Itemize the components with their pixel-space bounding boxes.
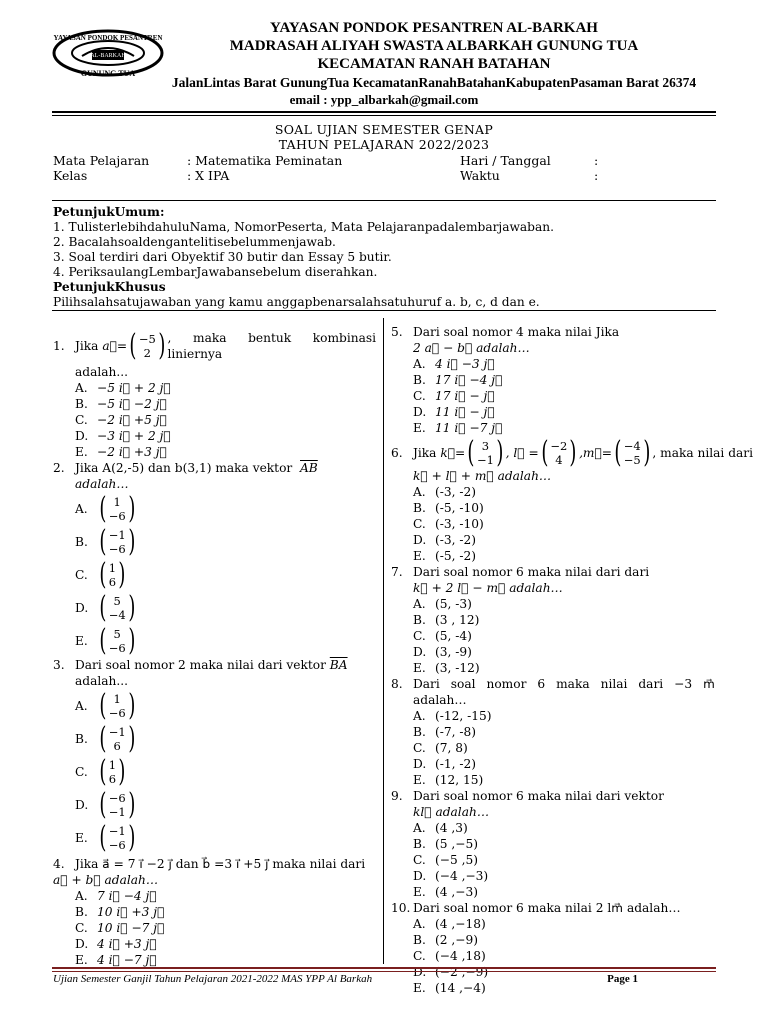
column-vector: ( −2 4 )	[541, 435, 577, 470]
answer-option[interactable]	[391, 980, 715, 996]
answer-option[interactable]	[391, 868, 715, 884]
option-letter: E.	[413, 885, 426, 899]
vector-entry: 2	[143, 346, 151, 360]
option-text: 4 i⃗ −3 j⃗	[435, 357, 495, 371]
answer-option[interactable]	[53, 492, 376, 525]
question-text: Dari soal nomor 4 maka nilai Jika	[413, 325, 620, 339]
column-vector: ( −4 −5 )	[614, 435, 651, 470]
footer-divider-thin	[52, 971, 716, 972]
answer-option[interactable]	[391, 356, 715, 372]
question-number: 5.	[391, 325, 403, 339]
answer-option[interactable]	[391, 516, 715, 532]
instructions-divider	[52, 310, 716, 311]
answer-option[interactable]	[391, 708, 715, 724]
question-text: Dari soal nomor 6 maka nilai dari vektor	[413, 789, 664, 803]
answer-option[interactable]	[391, 596, 715, 612]
subject-value: : Matematika Peminatan	[187, 153, 343, 168]
answer-option[interactable]	[391, 932, 715, 948]
left-column	[53, 330, 376, 968]
question-text: Jika A(2,-5) dan b(3,1) maka vektor	[75, 461, 293, 475]
question-text: , maka nilai dari	[652, 446, 753, 460]
option-letter: D.	[75, 937, 89, 951]
column-vector: ( 1 6 )	[99, 753, 126, 789]
answer-option[interactable]	[53, 821, 376, 854]
option-letter: C.	[75, 413, 88, 427]
general-instruction-item: 1. TulisterlebihdahuluNama, NomorPeserta, Mata Pelajaranpadalembarjawaban.	[53, 220, 554, 234]
answer-option[interactable]	[53, 952, 376, 968]
option-letter: C.	[413, 853, 426, 867]
option-text: (−4 ,−3)	[435, 869, 489, 883]
question-text: a⃗ + b⃗ adalah…	[53, 873, 159, 887]
column-vector: ( −5 2 )	[129, 328, 166, 363]
option-letter: A.	[75, 501, 88, 516]
question-text: kl⃗ adalah…	[413, 805, 490, 819]
vector-ab: $\overline{AB}$	[300, 461, 318, 475]
option-letter: B.	[413, 501, 426, 515]
answer-option[interactable]	[391, 820, 715, 836]
general-instruction-item: 3. Soal terdiri dari Obyektif 30 butir dan Essay 5 butir.	[53, 250, 392, 264]
vector-entry: 1	[113, 691, 121, 706]
answer-option[interactable]	[53, 689, 376, 722]
school-email: email : ypp_albarkah@gmail.com	[289, 92, 479, 107]
question-text: adalah…	[75, 477, 129, 491]
option-letter: A.	[75, 889, 88, 903]
option-text: 17 i⃗ −4 j⃗	[435, 373, 503, 387]
vector-entry: −2	[550, 439, 568, 453]
answer-option[interactable]	[53, 428, 376, 444]
class-value: : X IPA	[187, 168, 230, 183]
vector-entry: −6	[108, 705, 126, 720]
column-vector: ( 1 6 )	[99, 556, 126, 592]
option-letter: E.	[413, 981, 426, 995]
answer-option[interactable]	[391, 740, 715, 756]
option-letter: D.	[75, 429, 89, 443]
header-divider-thin	[52, 115, 716, 116]
general-instruction-item: 2. Bacalahsoaldengantelitisebelummenjawab.	[53, 235, 336, 249]
header-divider	[52, 111, 716, 113]
option-letter: B.	[75, 534, 88, 549]
question-number: 10.	[391, 901, 411, 915]
answer-option[interactable]	[53, 525, 376, 558]
option-letter: E.	[413, 421, 426, 435]
vector-entry: 5	[113, 593, 121, 608]
option-text: 11 i⃗ − j⃗	[435, 405, 495, 419]
question-number: 1.	[53, 339, 65, 353]
question-text: 2 a⃗ − b⃗ adalah…	[413, 341, 530, 355]
answer-option[interactable]	[53, 591, 376, 624]
option-text: 4 i⃗ −7 j⃗	[97, 953, 157, 967]
question-2	[53, 460, 376, 657]
question-number: 7.	[391, 565, 403, 579]
question-number: 6.	[391, 446, 403, 460]
vector-l: , l⃗ =	[505, 446, 539, 460]
option-letter: A.	[413, 485, 426, 499]
question-4	[53, 856, 376, 968]
foundation-name: YAYASAN PONDOK PESANTREN AL-BARKAH	[270, 20, 598, 36]
vector-entry: 1	[108, 757, 117, 772]
option-text: (2 ,−9)	[435, 933, 478, 947]
answer-option[interactable]	[53, 412, 376, 428]
option-text: (5, -4)	[435, 629, 472, 643]
answer-option[interactable]	[53, 396, 376, 412]
option-letter: E.	[413, 549, 426, 563]
option-letter: B.	[75, 905, 88, 919]
option-text: (3, -12)	[435, 661, 480, 675]
right-column	[391, 324, 753, 996]
option-text: (−4 ,18)	[435, 949, 486, 963]
column-vector: ( −1 6 )	[99, 720, 136, 756]
answer-option[interactable]	[53, 380, 376, 396]
option-letter: B.	[413, 933, 426, 947]
answer-option[interactable]	[53, 788, 376, 821]
question-text: Jika a⃗ = 7 i⃗ −2 j⃗ dan b⃗ =3 i⃗ +5 j⃗ maka nilai dari	[75, 857, 366, 871]
time-label: Waktu	[460, 168, 500, 183]
answer-option[interactable]	[391, 852, 715, 868]
vector-entry: −6	[108, 541, 126, 556]
vector-entry: 6	[108, 574, 117, 589]
question-text: Jika	[75, 339, 99, 353]
vector-entry: −5	[623, 453, 641, 467]
option-text: (4 ,−18)	[435, 917, 486, 931]
question-text: Dari soal nomor 6 maka nilai dari dari	[413, 565, 650, 579]
special-instructions-title: PetunjukKhusus	[53, 280, 166, 294]
answer-option[interactable]	[391, 772, 715, 788]
option-letter: A.	[75, 381, 88, 395]
option-letter: C.	[75, 764, 88, 779]
question-1	[53, 330, 376, 460]
answer-option[interactable]	[391, 836, 715, 852]
vector-k: k⃗=	[440, 446, 466, 460]
answer-option[interactable]	[53, 755, 376, 788]
general-instruction-item: 4. PeriksaulangLembarJawabansebelum diserahkan.	[53, 265, 378, 279]
column-vector: ( 5 −6 )	[99, 622, 136, 658]
option-letter: B.	[413, 725, 426, 739]
answer-option[interactable]	[391, 724, 715, 740]
option-text: (4 ,3)	[435, 821, 468, 835]
vector-entry: −1	[108, 804, 126, 819]
option-text: (3, -9)	[435, 645, 472, 659]
answer-option[interactable]	[53, 624, 376, 657]
answer-option[interactable]	[53, 920, 376, 936]
option-text: (7, 8)	[435, 741, 468, 755]
option-text: (-3, -2)	[435, 533, 477, 547]
vector-entry: −1	[108, 823, 126, 838]
question-text: adalah...	[75, 365, 128, 379]
option-letter: C.	[413, 389, 426, 403]
option-text: (14 ,−4)	[435, 981, 486, 995]
column-divider	[383, 318, 384, 964]
class-label: Kelas	[53, 168, 88, 183]
option-text: (−5 ,5)	[435, 853, 478, 867]
option-text: −5 i⃗ −2 j⃗	[97, 397, 167, 411]
question-number: 9.	[391, 789, 403, 803]
footer-divider	[52, 967, 716, 969]
vector-entry: −1	[108, 724, 126, 739]
option-text: (−2 ,−9)	[435, 965, 489, 979]
option-text: −2 i⃗ +3 j⃗	[97, 445, 167, 459]
option-text: 11 i⃗ −7 j⃗	[435, 421, 503, 435]
question-number: 4.	[53, 857, 65, 871]
question-7	[391, 564, 715, 676]
option-letter: D.	[413, 533, 427, 547]
vector-entry: 3	[481, 439, 490, 453]
option-letter: E.	[75, 633, 88, 648]
column-vector: ( −1 −6 )	[99, 523, 136, 559]
answer-option[interactable]	[53, 888, 376, 904]
option-letter: D.	[75, 797, 89, 812]
option-letter: D.	[413, 965, 427, 979]
vector-entry: −6	[108, 790, 126, 805]
question-text: k⃗ + 2 l⃗ − m⃗ adalah…	[413, 581, 563, 595]
footer-text: Ujian Semester Ganjil Tahun Pelajaran 2021-2022 MAS YPP Al Barkah	[53, 973, 373, 985]
school-address: JalanLintas Barat GunungTua KecamatanRanahBatahanKabupatenPasaman Barat 26374	[171, 75, 697, 90]
option-letter: E.	[75, 830, 88, 845]
question-text: Jika	[413, 446, 437, 460]
answer-option[interactable]	[391, 420, 715, 436]
vector-entry: −4	[108, 607, 126, 622]
option-letter: C.	[413, 517, 426, 531]
option-letter: A.	[413, 821, 426, 835]
column-vector: ( 1 −6 )	[99, 490, 136, 526]
answer-option[interactable]	[391, 916, 715, 932]
answer-option[interactable]	[391, 948, 715, 964]
option-text: (5 ,−5)	[435, 837, 478, 851]
option-letter: E.	[75, 953, 88, 967]
option-text: (5, -3)	[435, 597, 472, 611]
option-letter: E.	[75, 445, 88, 459]
column-vector: ( 3 −1 )	[467, 435, 504, 470]
answer-option[interactable]	[391, 644, 715, 660]
answer-option[interactable]	[391, 484, 715, 500]
answer-option[interactable]	[391, 532, 715, 548]
option-letter: C.	[413, 741, 426, 755]
option-text: 4 i⃗ +3 j⃗	[97, 937, 157, 951]
question-3	[53, 657, 376, 854]
option-text: (-5, -10)	[435, 501, 484, 515]
option-text: −3 i⃗ + 2 j⃗	[97, 429, 171, 443]
vector-entry: 1	[113, 494, 121, 509]
option-text: −5 i⃗ + 2 j⃗	[97, 381, 171, 395]
vector-entry: 6	[108, 771, 117, 786]
option-text: (-12, -15)	[435, 709, 492, 723]
option-letter: C.	[75, 921, 88, 935]
exam-year: TAHUN PELAJARAN 2022/2023	[278, 137, 490, 152]
option-letter: D.	[75, 600, 89, 615]
logo-text-mid: AL-BARKAH	[90, 53, 126, 59]
answer-option[interactable]	[53, 444, 376, 460]
vector-entry: −5	[138, 332, 156, 346]
school-name: MADRASAH ALIYAH SWASTA ALBARKAH GUNUNG TUA	[229, 38, 639, 54]
option-text: 17 i⃗ − j⃗	[435, 389, 495, 403]
question-text: adalah...	[75, 674, 128, 688]
question-6	[391, 435, 753, 564]
option-text: (12, 15)	[435, 773, 484, 787]
answer-option[interactable]	[391, 372, 715, 388]
option-letter: A.	[75, 698, 88, 713]
option-text: −2 i⃗ +5 j⃗	[97, 413, 167, 427]
question-9	[391, 788, 715, 900]
answer-option[interactable]	[53, 558, 376, 591]
vector-entry: 4	[555, 453, 563, 467]
vector-entry: 6	[113, 738, 121, 753]
option-letter: B.	[413, 373, 426, 387]
vector-a: a⃗	[102, 339, 117, 353]
question-text: Dari soal nomor 6 maka nilai 2 lm⃗ adalah…	[413, 901, 681, 915]
question-text: , maka bentuk kombinasi liniernya	[167, 331, 376, 361]
option-text: 10 i⃗ +3 j⃗	[97, 905, 165, 919]
option-letter: B.	[413, 837, 426, 851]
subject-label: Mata Pelajaran	[53, 153, 150, 168]
option-letter: C.	[413, 629, 426, 643]
option-text: 10 i⃗ −7 j⃗	[97, 921, 165, 935]
general-instructions-title: PetunjukUmum:	[53, 205, 165, 219]
answer-option[interactable]	[53, 936, 376, 952]
exam-title: SOAL UJIAN SEMESTER GENAP	[274, 122, 494, 137]
answer-option[interactable]	[391, 660, 715, 676]
option-letter: D.	[413, 869, 427, 883]
answer-option[interactable]	[391, 548, 715, 564]
page-number: Page 1	[607, 973, 638, 985]
vector-entry: 1	[108, 560, 117, 575]
option-letter: E.	[413, 773, 426, 787]
answer-option[interactable]	[391, 612, 715, 628]
info-divider	[52, 200, 716, 201]
option-text: 7 i⃗ −4 j⃗	[97, 889, 157, 903]
answer-option[interactable]	[391, 628, 715, 644]
vector-entry: −6	[108, 640, 126, 655]
answer-option[interactable]	[391, 388, 715, 404]
question-10	[391, 900, 715, 996]
vector-entry: −4	[623, 439, 641, 453]
vector-entry: −6	[108, 508, 126, 523]
vector-entry: −1	[108, 527, 126, 542]
vector-entry: −1	[476, 453, 494, 467]
vector-entry: −6	[108, 837, 126, 852]
equals-sign: =	[116, 339, 128, 353]
option-text: (-5, -2)	[435, 549, 477, 563]
column-vector: ( 1 −6 )	[99, 687, 136, 723]
column-vector: ( −6 −1 )	[99, 786, 136, 822]
time-value: :	[594, 168, 599, 183]
vector-m: ,m⃗=	[579, 446, 613, 460]
option-letter: C.	[413, 949, 426, 963]
logo-text-top: YAYASAN PONDOK PESANTREN	[53, 34, 163, 42]
question-5	[391, 324, 715, 436]
vector-entry: 5	[113, 626, 121, 641]
logo-text-bottom: GUNUNG TUA	[80, 69, 136, 78]
answer-option[interactable]	[53, 722, 376, 755]
district-name: KECAMATAN RANAH BATAHAN	[317, 56, 551, 72]
column-vector: ( −1 −6 )	[99, 819, 136, 855]
question-text: k⃗ + l⃗ + m⃗ adalah…	[413, 469, 552, 483]
special-instruction: Pilihsalahsatujawaban yang kamu anggapbenarsalahsatuhuruf a. b, c, d dan e.	[53, 295, 540, 309]
question-text: Dari soal nomor 2 maka nilai dari vektor	[75, 658, 326, 672]
option-text: (4 ,−3)	[435, 885, 478, 899]
option-text: (-3, -2)	[435, 485, 477, 499]
option-letter: D.	[413, 405, 427, 419]
answer-option[interactable]	[391, 756, 715, 772]
answer-option[interactable]	[391, 404, 715, 420]
option-letter: D.	[413, 645, 427, 659]
option-text: (-3, -10)	[435, 517, 484, 531]
option-letter: E.	[413, 661, 426, 675]
option-letter: A.	[413, 709, 426, 723]
option-letter: A.	[413, 357, 426, 371]
question-text: Dari soal nomor 6 maka nilai dari −3 m⃗ adalah…	[413, 677, 715, 707]
question-8	[391, 676, 715, 788]
vector-ba: $\overline{BA}$	[329, 658, 348, 672]
option-text: (-1, -2)	[435, 757, 477, 771]
option-letter: B.	[75, 397, 88, 411]
answer-option[interactable]	[391, 500, 715, 516]
option-letter: A.	[413, 917, 426, 931]
option-letter: B.	[413, 613, 426, 627]
question-number: 3.	[53, 658, 65, 672]
question-number: 2.	[53, 461, 65, 475]
date-label: Hari / Tanggal	[460, 153, 551, 168]
date-value: :	[594, 153, 599, 168]
option-letter: D.	[413, 757, 427, 771]
option-letter: B.	[75, 731, 88, 746]
option-text: (-7, -8)	[435, 725, 477, 739]
question-number: 8.	[391, 677, 403, 691]
answer-option[interactable]	[53, 904, 376, 920]
option-text: (3 , 12)	[435, 613, 480, 627]
option-letter: A.	[413, 597, 426, 611]
option-letter: C.	[75, 567, 88, 582]
column-vector: ( 5 −4 )	[99, 589, 136, 625]
answer-option[interactable]	[391, 884, 715, 900]
